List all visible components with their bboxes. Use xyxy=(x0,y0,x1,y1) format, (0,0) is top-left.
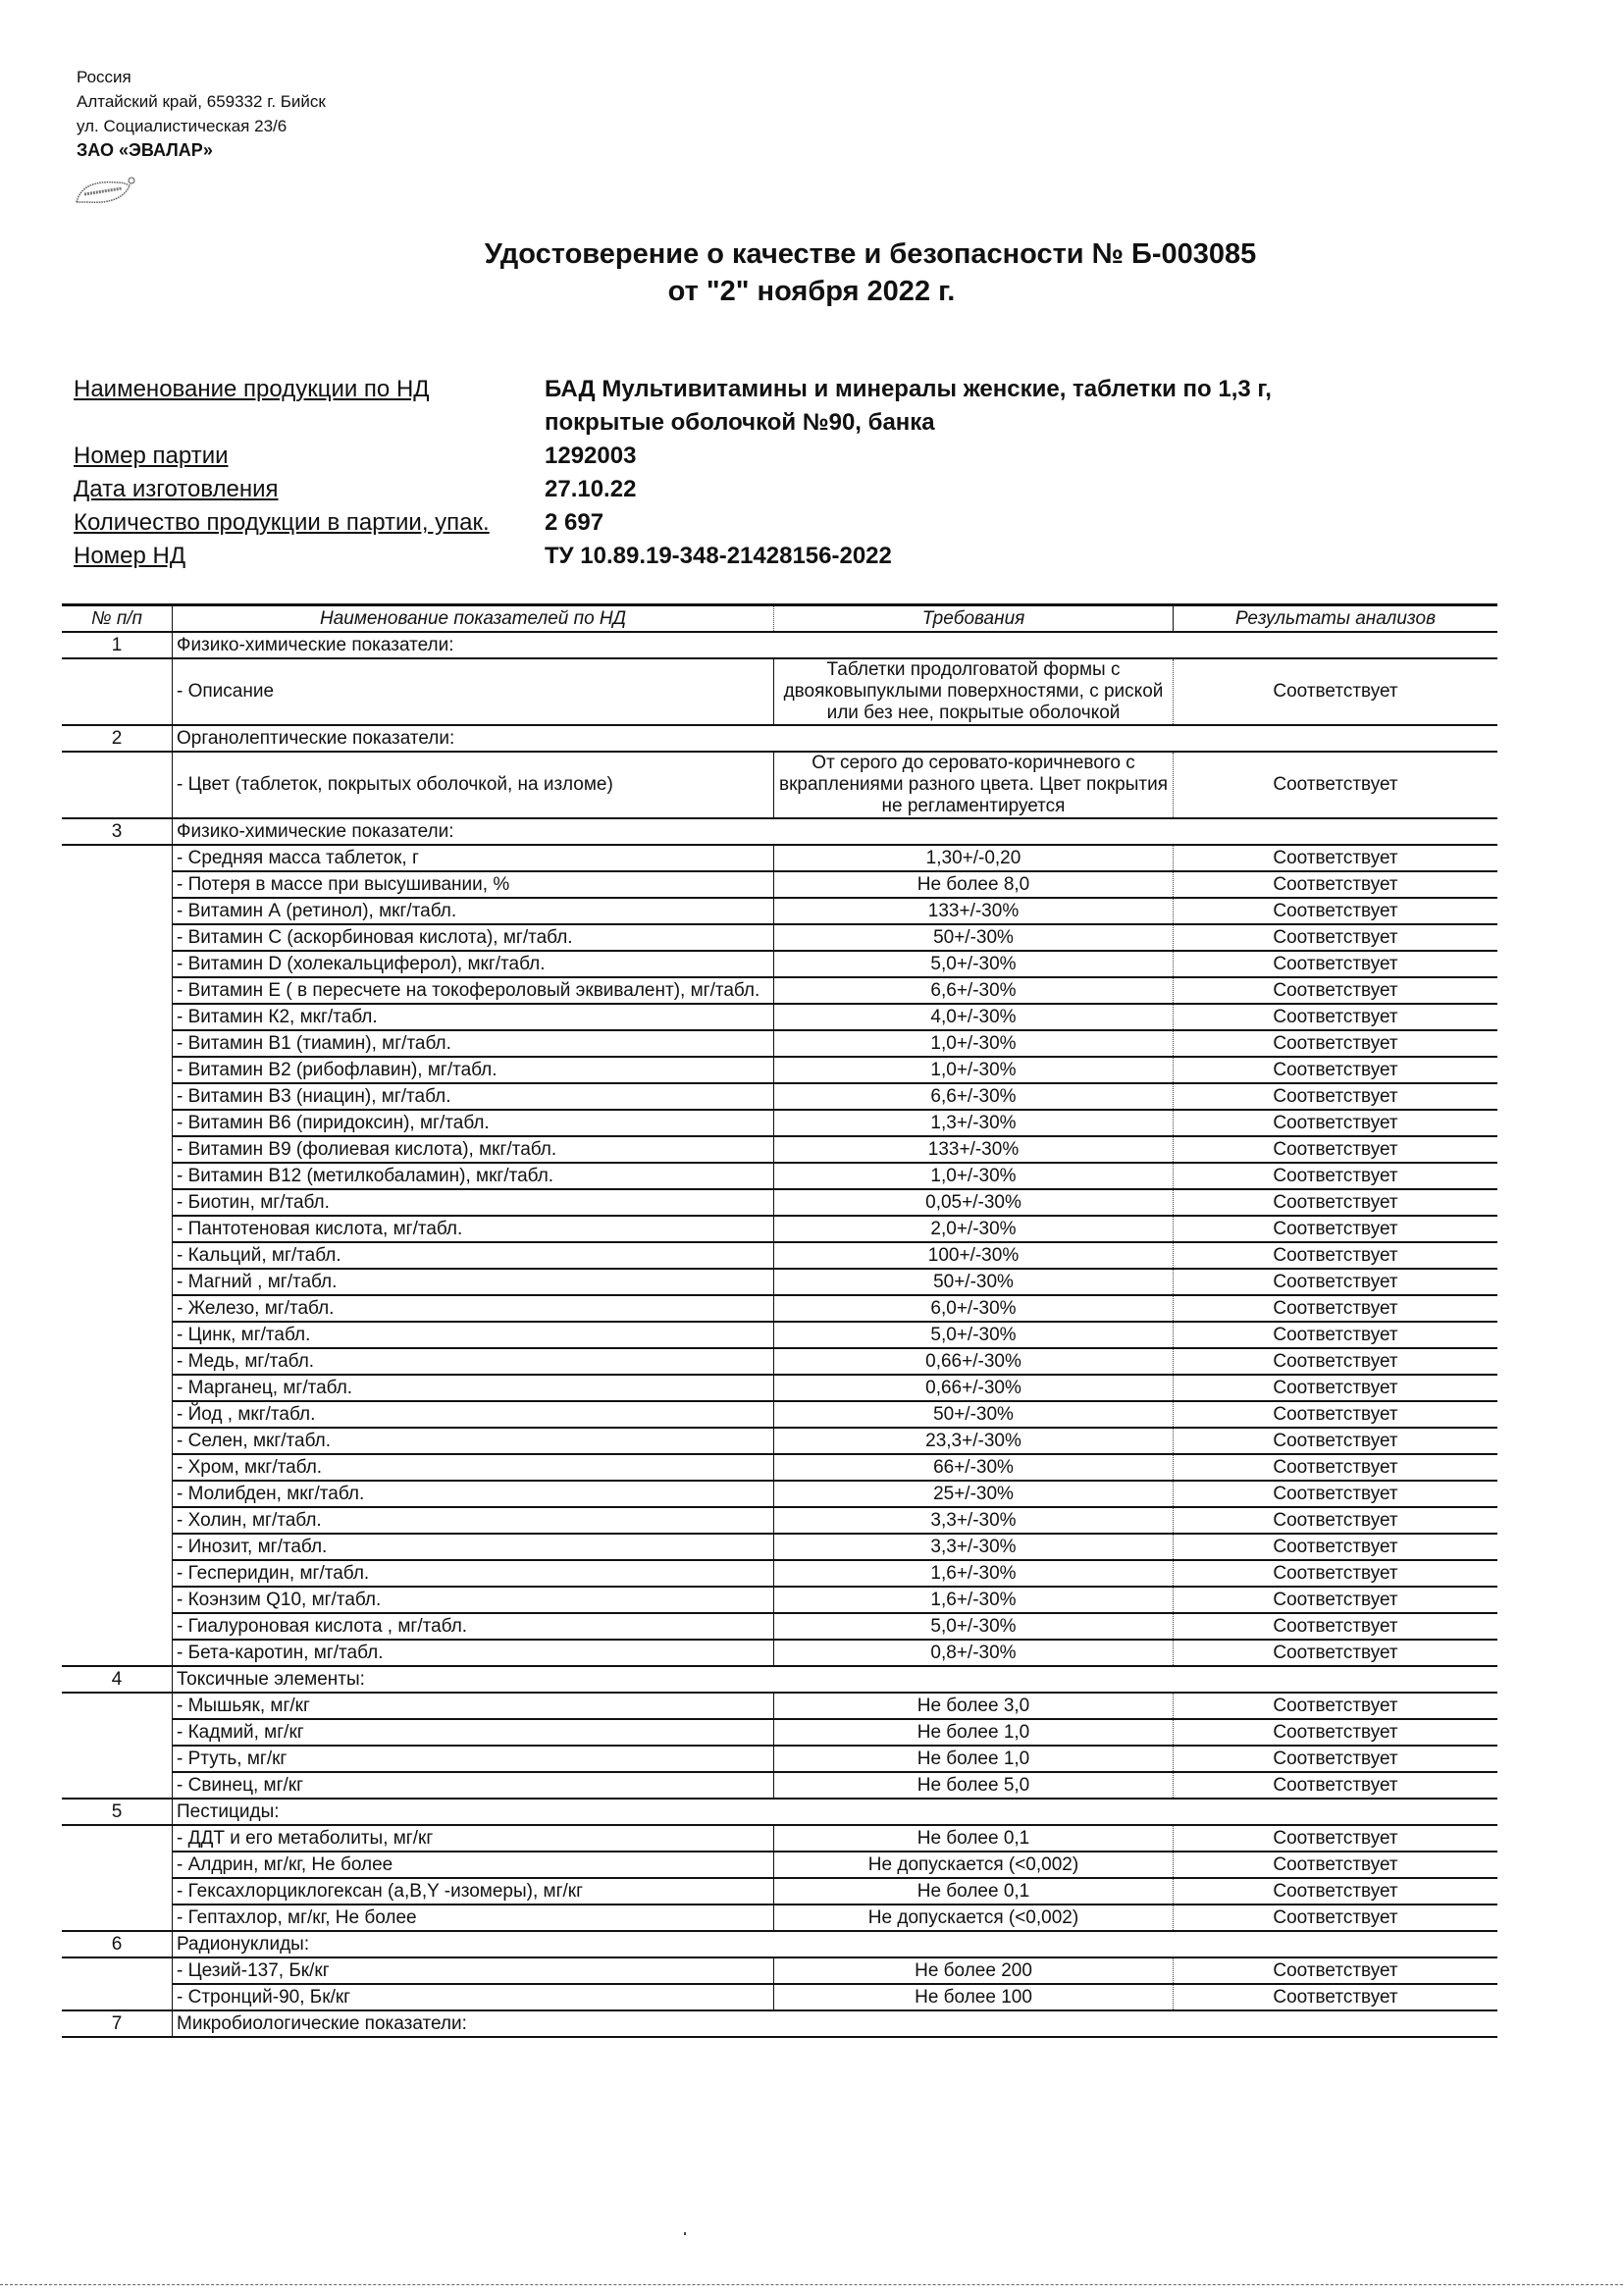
requirement: 1,3+/-30% xyxy=(774,1110,1174,1136)
requirement: Не более 8,0 xyxy=(774,871,1174,898)
analysis-result: Соответствует xyxy=(1174,1560,1498,1587)
analysis-result: Соответствует xyxy=(1174,1905,1498,1931)
quality-table xyxy=(62,603,1497,2038)
empty-number-cell xyxy=(62,1878,173,1905)
section-row xyxy=(62,2010,1497,2037)
section-number: 2 xyxy=(62,725,173,752)
info-label: Номер НД xyxy=(74,543,186,569)
table-row xyxy=(62,752,1497,818)
empty-number-cell xyxy=(62,1957,173,1984)
table-row xyxy=(62,1613,1497,1640)
table-body xyxy=(62,632,1497,2037)
empty-number-cell xyxy=(62,1640,173,1666)
section-row xyxy=(62,1666,1497,1693)
table-row xyxy=(62,1693,1497,1719)
requirement: 0,66+/-30% xyxy=(774,1348,1174,1375)
analysis-result: Соответствует xyxy=(1174,951,1498,977)
indicator-name: - ДДТ и его метаболиты, мг/кг xyxy=(173,1825,774,1852)
indicator-name: - Витамин К2, мкг/табл. xyxy=(173,1004,774,1030)
analysis-result: Соответствует xyxy=(1174,1401,1498,1428)
indicator-name: - Железо, мг/табл. xyxy=(173,1295,774,1322)
section-title: Токсичные элементы: xyxy=(173,1666,1498,1693)
empty-number-cell xyxy=(62,1481,173,1507)
table-row xyxy=(62,1163,1497,1189)
indicator-name: - Стронций-90, Бк/кг xyxy=(173,1984,774,2010)
requirement: 0,66+/-30% xyxy=(774,1375,1174,1401)
empty-number-cell xyxy=(62,1242,173,1269)
empty-number-cell xyxy=(62,1136,173,1163)
address-line: Алтайский край, 659332 г. Бийск xyxy=(77,92,326,111)
table-row xyxy=(62,1507,1497,1534)
requirement: 1,30+/-0,20 xyxy=(774,845,1174,871)
table-row xyxy=(62,1905,1497,1931)
table-row xyxy=(62,951,1497,977)
empty-number-cell xyxy=(62,1110,173,1136)
section-number: 6 xyxy=(62,1931,173,1957)
indicator-name: - Медь, мг/табл. xyxy=(173,1348,774,1375)
analysis-result: Соответствует xyxy=(1174,1083,1498,1110)
indicator-name: - Цвет (таблеток, покрытых оболочкой, на изломе) xyxy=(173,752,774,818)
info-value: ТУ 10.89.19-348-21428156-2022 xyxy=(545,543,892,569)
analysis-result: Соответствует xyxy=(1174,1454,1498,1481)
column-header: Результаты анализов xyxy=(1174,605,1498,633)
indicator-name: - Кальций, мг/табл. xyxy=(173,1242,774,1269)
indicator-name: - Витамин В6 (пиридоксин), мг/табл. xyxy=(173,1110,774,1136)
product-info xyxy=(74,373,1349,573)
analysis-result: Соответствует xyxy=(1174,1242,1498,1269)
table-row xyxy=(62,1348,1497,1375)
empty-number-cell xyxy=(62,658,173,725)
analysis-result: Соответствует xyxy=(1174,1428,1498,1454)
info-row-manufacture-date xyxy=(74,473,1349,506)
indicator-name: - Молибден, мкг/табл. xyxy=(173,1481,774,1507)
empty-number-cell xyxy=(62,1401,173,1428)
requirement: Не более 100 xyxy=(774,1984,1174,2010)
empty-number-cell xyxy=(62,1189,173,1216)
info-value: БАД Мультивитамины и минералы женские, таблетки по 1,3 г, покрытые оболочкой №90, банка xyxy=(545,376,1272,436)
table-row xyxy=(62,1216,1497,1242)
table-row xyxy=(62,1428,1497,1454)
info-value: 2 697 xyxy=(545,509,604,536)
requirement: 50+/-30% xyxy=(774,924,1174,951)
analysis-result: Соответствует xyxy=(1174,924,1498,951)
section-title: Органолептические показатели: xyxy=(173,725,1498,752)
table-row xyxy=(62,1083,1497,1110)
analysis-result: Соответствует xyxy=(1174,1136,1498,1163)
info-label: Количество продукции в партии, упак. xyxy=(74,509,490,536)
section-row xyxy=(62,1931,1497,1957)
requirement: 6,0+/-30% xyxy=(774,1295,1174,1322)
table-row xyxy=(62,845,1497,871)
analysis-result: Соответствует xyxy=(1174,1957,1498,1984)
empty-number-cell xyxy=(62,1428,173,1454)
table-row xyxy=(62,1136,1497,1163)
requirement: 2,0+/-30% xyxy=(774,1216,1174,1242)
empty-number-cell xyxy=(62,1825,173,1852)
table-row xyxy=(62,1534,1497,1560)
indicator-name: - Потеря в массе при высушивании, % xyxy=(173,871,774,898)
info-value: 27.10.22 xyxy=(545,476,637,502)
analysis-result: Соответствует xyxy=(1174,1348,1498,1375)
requirement: 50+/-30% xyxy=(774,1269,1174,1295)
table-row xyxy=(62,871,1497,898)
requirement: 6,6+/-30% xyxy=(774,1083,1174,1110)
page-bottom-edge xyxy=(0,2284,1623,2285)
indicator-name: - Средняя масса таблеток, г xyxy=(173,845,774,871)
analysis-result: Соответствует xyxy=(1174,1375,1498,1401)
requirement: 5,0+/-30% xyxy=(774,1613,1174,1640)
requirement: 4,0+/-30% xyxy=(774,1004,1174,1030)
indicator-name: - Витамин В2 (рибофлавин), мг/табл. xyxy=(173,1057,774,1083)
requirement: Не более 1,0 xyxy=(774,1746,1174,1772)
table-row xyxy=(62,1057,1497,1083)
indicator-name: - Витамин В12 (метилкобаламин), мкг/табл. xyxy=(173,1163,774,1189)
indicator-name: - Витамин В1 (тиамин), мг/табл. xyxy=(173,1030,774,1057)
indicator-name: - Ртуть, мг/кг xyxy=(173,1746,774,1772)
evalar-leaf-logo-icon xyxy=(75,177,135,204)
analysis-result: Соответствует xyxy=(1174,1613,1498,1640)
indicator-name: - Гесперидин, мг/табл. xyxy=(173,1560,774,1587)
analysis-result: Соответствует xyxy=(1174,977,1498,1004)
info-label: Номер партии xyxy=(74,443,229,469)
analysis-result: Соответствует xyxy=(1174,1878,1498,1905)
empty-number-cell xyxy=(62,1587,173,1613)
requirement: 5,0+/-30% xyxy=(774,951,1174,977)
analysis-result: Соответствует xyxy=(1174,1057,1498,1083)
requirement: 1,0+/-30% xyxy=(774,1030,1174,1057)
analysis-result: Соответствует xyxy=(1174,1295,1498,1322)
section-number: 3 xyxy=(62,818,173,845)
table-row xyxy=(62,1957,1497,1984)
requirement: Не допускается (<0,002) xyxy=(774,1905,1174,1931)
section-number: 1 xyxy=(62,632,173,658)
table-row xyxy=(62,1640,1497,1666)
analysis-result: Соответствует xyxy=(1174,1189,1498,1216)
analysis-result: Соответствует xyxy=(1174,1004,1498,1030)
indicator-name: - Биотин, мг/табл. xyxy=(173,1189,774,1216)
info-value: 1292003 xyxy=(545,443,637,469)
requirement: От серого до серовато-коричневого с вкраплениями разного цвета. Цвет покрытия не регламентируется xyxy=(774,752,1174,818)
indicator-name: - Гиалуроновая кислота , мг/табл. xyxy=(173,1613,774,1640)
requirement: 25+/-30% xyxy=(774,1481,1174,1507)
table-row xyxy=(62,1189,1497,1216)
requirement: Не более 5,0 xyxy=(774,1772,1174,1799)
section-title: Микробиологические показатели: xyxy=(173,2010,1498,2037)
certificate-title xyxy=(0,235,1623,310)
info-label: Наименование продукции по НД xyxy=(74,376,430,402)
indicator-name: - Холин, мг/табл. xyxy=(173,1507,774,1534)
requirement: Не более 1,0 xyxy=(774,1719,1174,1746)
info-row-quantity xyxy=(74,506,1349,540)
indicator-name: - Алдрин, мг/кг, Не более xyxy=(173,1852,774,1878)
indicator-name: - Витамин В9 (фолиевая кислота), мкг/табл. xyxy=(173,1136,774,1163)
table-row xyxy=(62,1322,1497,1348)
company-name: ЗАО «ЭВАЛАР» xyxy=(77,140,213,160)
empty-number-cell xyxy=(62,1004,173,1030)
empty-number-cell xyxy=(62,1560,173,1587)
empty-number-cell xyxy=(62,1534,173,1560)
requirement: Не более 0,1 xyxy=(774,1825,1174,1852)
indicator-name: - Цезий-137, Бк/кг xyxy=(173,1957,774,1984)
requirement: 23,3+/-30% xyxy=(774,1428,1174,1454)
section-row xyxy=(62,818,1497,845)
analysis-result: Соответствует xyxy=(1174,1693,1498,1719)
empty-number-cell xyxy=(62,1375,173,1401)
table-row xyxy=(62,898,1497,924)
indicator-name: - Марганец, мг/табл. xyxy=(173,1375,774,1401)
manufacturer-address xyxy=(77,65,326,163)
analysis-result: Соответствует xyxy=(1174,1852,1498,1878)
empty-number-cell xyxy=(62,752,173,818)
requirement: 133+/-30% xyxy=(774,1136,1174,1163)
table-row xyxy=(62,1242,1497,1269)
section-title: Пестициды: xyxy=(173,1799,1498,1825)
empty-number-cell xyxy=(62,1322,173,1348)
analysis-result: Соответствует xyxy=(1174,871,1498,898)
address-line: ул. Социалистическая 23/6 xyxy=(77,117,288,135)
table-row xyxy=(62,658,1497,725)
table-row xyxy=(62,1984,1497,2010)
requirement: 1,0+/-30% xyxy=(774,1163,1174,1189)
empty-number-cell xyxy=(62,1216,173,1242)
empty-number-cell xyxy=(62,977,173,1004)
empty-number-cell xyxy=(62,1295,173,1322)
requirement: Таблетки продолговатой формы с двояковыпуклыми поверхностями, с риской или без нее, покрытые оболочкой xyxy=(774,658,1174,725)
certificate-date: от "2" ноября 2022 г. xyxy=(667,276,956,307)
section-number: 7 xyxy=(62,2010,173,2037)
requirement: 1,0+/-30% xyxy=(774,1057,1174,1083)
empty-number-cell xyxy=(62,845,173,871)
indicator-name: - Гептахлор, мг/кг, Не более xyxy=(173,1905,774,1931)
requirement: 3,3+/-30% xyxy=(774,1507,1174,1534)
empty-number-cell xyxy=(62,898,173,924)
analysis-result: Соответствует xyxy=(1174,1216,1498,1242)
indicator-name: - Инозит, мг/табл. xyxy=(173,1534,774,1560)
analysis-result: Соответствует xyxy=(1174,1163,1498,1189)
section-title: Физико-химические показатели: xyxy=(173,818,1498,845)
empty-number-cell xyxy=(62,1348,173,1375)
section-row xyxy=(62,1799,1497,1825)
table-row xyxy=(62,1587,1497,1613)
analysis-result: Соответствует xyxy=(1174,1481,1498,1507)
analysis-result: Соответствует xyxy=(1174,1269,1498,1295)
indicator-name: - Витамин С (аскорбиновая кислота), мг/табл. xyxy=(173,924,774,951)
empty-number-cell xyxy=(62,1719,173,1746)
column-header: Наименование показателей по НД xyxy=(173,605,774,633)
empty-number-cell xyxy=(62,1269,173,1295)
empty-number-cell xyxy=(62,924,173,951)
empty-number-cell xyxy=(62,1083,173,1110)
table-row xyxy=(62,1110,1497,1136)
table-row xyxy=(62,977,1497,1004)
indicator-name: - Коэнзим Q10, мг/табл. xyxy=(173,1587,774,1613)
analysis-result: Соответствует xyxy=(1174,845,1498,871)
indicator-name: - Витамин Е ( в пересчете на токофероловый эквивалент), мг/табл. xyxy=(173,977,774,1004)
indicator-name: - Витамин А (ретинол), мкг/табл. xyxy=(173,898,774,924)
requirement: Не более 200 xyxy=(774,1957,1174,1984)
analysis-result: Соответствует xyxy=(1174,1825,1498,1852)
section-title: Физико-химические показатели: xyxy=(173,632,1498,658)
requirement: Не допускается (<0,002) xyxy=(774,1852,1174,1878)
table-row xyxy=(62,1004,1497,1030)
empty-number-cell xyxy=(62,1030,173,1057)
requirement: 133+/-30% xyxy=(774,898,1174,924)
empty-number-cell xyxy=(62,871,173,898)
table-header-row xyxy=(62,605,1497,633)
table-row xyxy=(62,1269,1497,1295)
indicator-name: - Кадмий, мг/кг xyxy=(173,1719,774,1746)
indicator-name: - Описание xyxy=(173,658,774,725)
section-row xyxy=(62,632,1497,658)
indicator-name: - Пантотеновая кислота, мг/табл. xyxy=(173,1216,774,1242)
indicator-name: - Витамин D (холекальциферол), мкг/табл. xyxy=(173,951,774,977)
requirement: 100+/-30% xyxy=(774,1242,1174,1269)
empty-number-cell xyxy=(62,1057,173,1083)
analysis-result: Соответствует xyxy=(1174,1110,1498,1136)
indicator-name: - Хром, мкг/табл. xyxy=(173,1454,774,1481)
empty-number-cell xyxy=(62,1984,173,2010)
analysis-result: Соответствует xyxy=(1174,1984,1498,2010)
requirement: 0,05+/-30% xyxy=(774,1189,1174,1216)
empty-number-cell xyxy=(62,1693,173,1719)
requirement: 6,6+/-30% xyxy=(774,977,1174,1004)
empty-number-cell xyxy=(62,1772,173,1799)
table-row xyxy=(62,924,1497,951)
table-row xyxy=(62,1852,1497,1878)
table-row xyxy=(62,1560,1497,1587)
empty-number-cell xyxy=(62,1613,173,1640)
empty-number-cell xyxy=(62,951,173,977)
section-number: 5 xyxy=(62,1799,173,1825)
address-line: Россия xyxy=(77,68,131,86)
requirement: 5,0+/-30% xyxy=(774,1322,1174,1348)
column-header: № п/п xyxy=(62,605,173,633)
indicator-name: - Йод , мкг/табл. xyxy=(173,1401,774,1428)
empty-number-cell xyxy=(62,1507,173,1534)
column-header: Требования xyxy=(774,605,1174,633)
indicator-name: - Гексахлорциклогексан (a,B,Y -изомеры), мг/кг xyxy=(173,1878,774,1905)
empty-number-cell xyxy=(62,1163,173,1189)
analysis-result: Соответствует xyxy=(1174,658,1498,725)
requirement: 66+/-30% xyxy=(774,1454,1174,1481)
table-row xyxy=(62,1772,1497,1799)
analysis-result: Соответствует xyxy=(1174,752,1498,818)
requirement: Не более 3,0 xyxy=(774,1693,1174,1719)
analysis-result: Соответствует xyxy=(1174,1640,1498,1666)
table-row xyxy=(62,1825,1497,1852)
requirement: 1,6+/-30% xyxy=(774,1587,1174,1613)
table-row xyxy=(62,1375,1497,1401)
empty-number-cell xyxy=(62,1454,173,1481)
empty-number-cell xyxy=(62,1852,173,1878)
section-row xyxy=(62,725,1497,752)
scan-speck xyxy=(684,2232,686,2235)
analysis-result: Соответствует xyxy=(1174,1587,1498,1613)
requirement: Не более 0,1 xyxy=(774,1878,1174,1905)
analysis-result: Соответствует xyxy=(1174,1719,1498,1746)
table-row xyxy=(62,1454,1497,1481)
requirement: 0,8+/-30% xyxy=(774,1640,1174,1666)
table-row xyxy=(62,1401,1497,1428)
info-row-nd-number xyxy=(74,540,1349,573)
analysis-result: Соответствует xyxy=(1174,1030,1498,1057)
requirement: 1,6+/-30% xyxy=(774,1560,1174,1587)
indicator-name: - Свинец, мг/кг xyxy=(173,1772,774,1799)
certificate-number: Удостоверение о качестве и безопасности № Б-003085 xyxy=(484,238,1257,270)
indicator-name: - Селен, мкг/табл. xyxy=(173,1428,774,1454)
section-number: 4 xyxy=(62,1666,173,1693)
requirement: 50+/-30% xyxy=(774,1401,1174,1428)
table-row xyxy=(62,1030,1497,1057)
analysis-result: Соответствует xyxy=(1174,1507,1498,1534)
info-row-product-name xyxy=(74,373,1349,440)
analysis-result: Соответствует xyxy=(1174,1322,1498,1348)
analysis-result: Соответствует xyxy=(1174,898,1498,924)
indicator-name: - Цинк, мг/табл. xyxy=(173,1322,774,1348)
empty-number-cell xyxy=(62,1905,173,1931)
empty-number-cell xyxy=(62,1746,173,1772)
indicator-name: - Витамин В3 (ниацин), мг/табл. xyxy=(173,1083,774,1110)
analysis-result: Соответствует xyxy=(1174,1772,1498,1799)
requirement: 3,3+/-30% xyxy=(774,1534,1174,1560)
table-row xyxy=(62,1719,1497,1746)
indicator-name: - Мышьяк, мг/кг xyxy=(173,1693,774,1719)
info-row-batch xyxy=(74,440,1349,473)
analysis-result: Соответствует xyxy=(1174,1534,1498,1560)
table-row xyxy=(62,1746,1497,1772)
section-title: Радионуклиды: xyxy=(173,1931,1498,1957)
table-row xyxy=(62,1481,1497,1507)
analysis-result: Соответствует xyxy=(1174,1746,1498,1772)
indicator-name: - Магний , мг/табл. xyxy=(173,1269,774,1295)
table-row xyxy=(62,1295,1497,1322)
table-row xyxy=(62,1878,1497,1905)
info-label: Дата изготовления xyxy=(74,476,279,502)
indicator-name: - Бета-каротин, мг/табл. xyxy=(173,1640,774,1666)
